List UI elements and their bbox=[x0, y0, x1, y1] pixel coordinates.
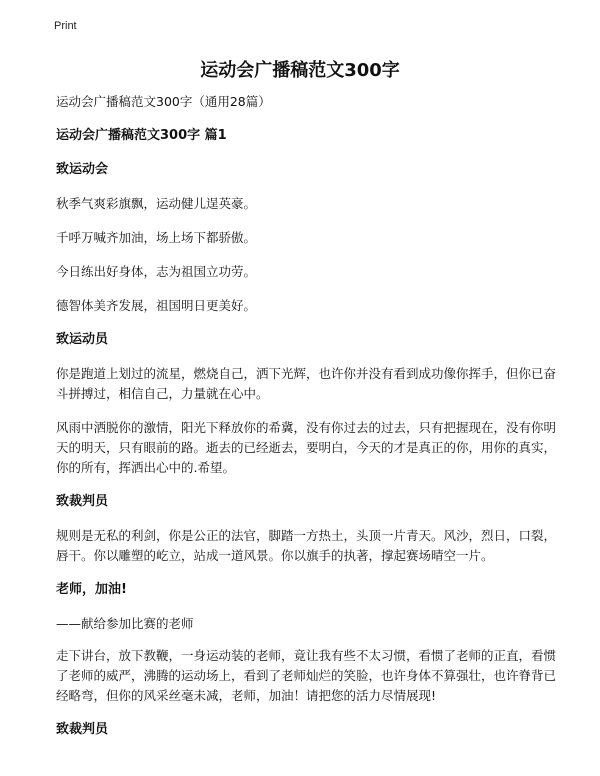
article-heading: 运动会广播稿范文300字 篇1 bbox=[56, 128, 227, 143]
poem-line: 千呼万喊齐加油，场上场下都骄傲。 bbox=[56, 230, 257, 245]
section-heading-referees: 致裁判员 bbox=[56, 494, 109, 509]
section-heading-sports-meet: 致运动会 bbox=[56, 162, 109, 177]
poem-line: 德智体美齐发展，祖国明日更美好。 bbox=[56, 298, 257, 313]
section-heading-athletes: 致运动员 bbox=[56, 332, 109, 347]
poem-line: 秋季气爽彩旗飘，运动健儿逞英豪。 bbox=[56, 196, 257, 211]
section-heading-teacher: 老师，加油! bbox=[56, 582, 127, 597]
dedication-line: ——献给参加比赛的老师 bbox=[56, 616, 194, 631]
document-body bbox=[56, 92, 556, 754]
document-title: 运动会广播稿范文300字 bbox=[200, 60, 400, 81]
paragraph: 规则是无私的利剑，你是公正的法官，脚踏一方热土，头顶一片青天。风沙，烈日，口裂，唇干。你以雕塑的屹立，站成一道风景。你以旗手的执著，撑起赛场晴空一片。 bbox=[56, 528, 557, 563]
paragraph: 你是跑道上划过的流星，燃烧自己，洒下光辉，也许你并没有看到成功像你挥手，但你已奋斗拼搏过，相信自己，力量就在心中。 bbox=[56, 366, 557, 401]
section-heading-referees-2: 致裁判员 bbox=[56, 722, 109, 737]
document-subtitle: 运动会广播稿范文300字（通用28篇） bbox=[56, 94, 271, 109]
poem-line: 今日练出好身体，志为祖国立功劳。 bbox=[56, 264, 257, 279]
paragraph: 风雨中洒脱你的激情，阳光下释放你的希冀，没有你过去的过去，只有把握现在，没有你明天的明天，只有眼前的路。逝去的已经逝去，要明白，今天的才是真正的你，用你的真实，你的所有，挥洒出心中的.希望。 bbox=[56, 420, 557, 475]
print-label: Print bbox=[54, 20, 77, 32]
paragraph: 走下讲台，放下教鞭，一身运动装的老师，竟让我有些不太习惯，看惯了老师的正直，看惯了老师的威严，沸腾的运动场上，看到了老师灿烂的笑脸，也许身体不算强壮，也许脊背已经略弯，但你的风采丝毫未减，老师，加油！请把您的活力尽情展现! bbox=[56, 648, 557, 703]
